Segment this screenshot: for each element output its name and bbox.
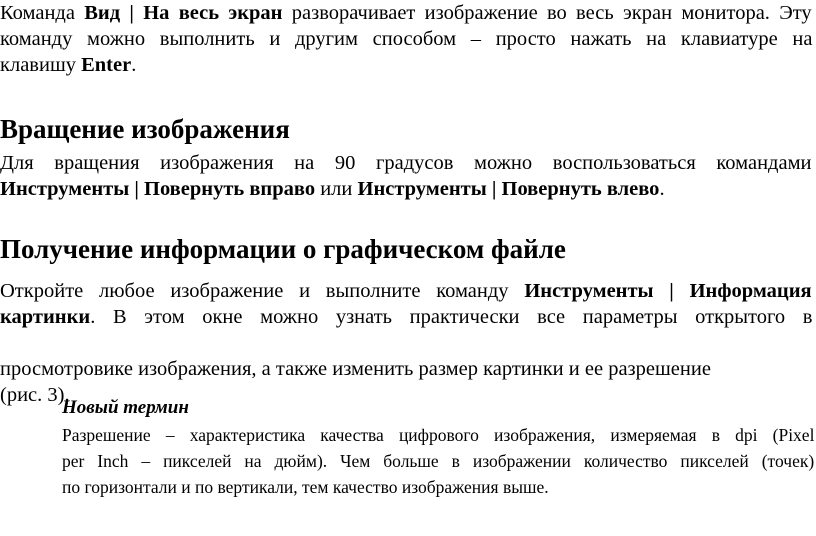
term-definition [62, 422, 814, 500]
text-run: разворачивает изображение во весь экран монитора. Эту [282, 2, 812, 24]
text-run: Откройте любое изображение и выполните команду [0, 280, 525, 302]
text-line [0, 0, 812, 26]
text-line: (рис. 3). [0, 384, 70, 406]
text-line: по горизонтали и по вертикали, тем качество изображения выше. [62, 477, 549, 497]
command-name: Инструменты | Повернуть вправо [0, 178, 316, 200]
text-line [0, 52, 812, 78]
text-line: Для вращения изображения на 90 градусов можно воспользоваться командами [0, 152, 812, 174]
text-run: клавишу [0, 54, 82, 76]
command-name: картинки [0, 306, 91, 328]
text-line [0, 278, 812, 304]
text-line: команду можно выполнить и другим способом – просто нажать на клавиатуре на [0, 28, 813, 50]
text-line: просмотровике изображения, а также изменить размер картинки и ее разрешение [0, 358, 711, 380]
paragraph-rotation [0, 150, 812, 202]
text-line [0, 304, 812, 330]
text-run: . [659, 178, 665, 200]
term-title: Новый термин [62, 397, 189, 418]
text-run: или [315, 178, 358, 200]
text-run: Команда [0, 2, 85, 24]
text-line: per Inch – пикселей на дюйм). Чем больше в изображении количество пикселей (точек) [62, 451, 815, 471]
text-line [0, 176, 812, 202]
command-name: Инструменты | Повернуть влево [357, 178, 660, 200]
paragraph-file-info [0, 278, 812, 330]
text-run: . В этом окне можно узнать практически все параметры открытого в [90, 306, 813, 328]
section-heading-rotation: Вращение изображения [0, 114, 290, 144]
new-term-box [62, 396, 814, 500]
command-name: Инструменты | Информация [524, 280, 812, 302]
text-run: . [131, 54, 137, 76]
key-name: Enter [81, 54, 132, 76]
paragraph-fullscreen [0, 0, 812, 78]
command-name: Вид | На весь экран [84, 2, 283, 24]
text-line: Разрешение – характеристика качества цифрового изображения, измеряемая в dpi (Pixel [62, 425, 815, 445]
section-heading-file-info: Получение информации о графическом файле [0, 234, 566, 264]
